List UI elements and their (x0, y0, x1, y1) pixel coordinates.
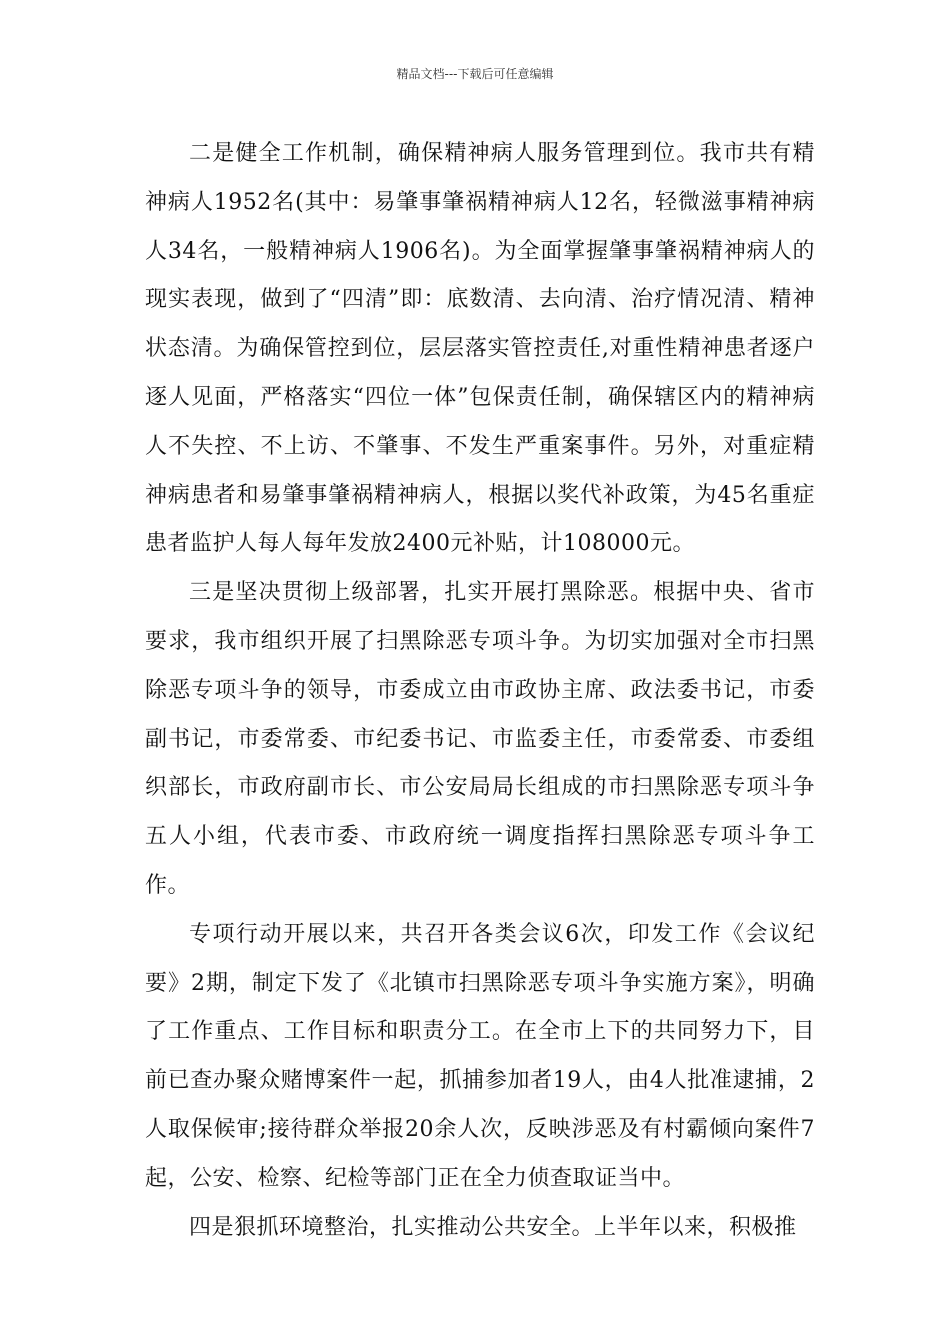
document-body (145, 130, 815, 1252)
paragraph-environment: 四是狠抓环境整治，扎实推动公共安全。上半年以来，积极推 (189, 1214, 797, 1240)
paragraph-anti-crime: 三是坚决贯彻上级部署，扎实开展打黑除恶。根据中央、省市要求，我市组织开展了扫黑除恶专项斗争。为切实加强对全市扫黑除恶专项斗争的领导，市委成立由市政协主席、政法委书记，市委副书记，市委常委、市纪委书记、市监委主任，市委常委、市委组织部长，市政府副市长、市公安局局长组成的市扫黑除恶专项斗争五人小组，代表市委、市政府统一调度指挥扫黑除恶专项斗争工作。 (145, 580, 815, 898)
paragraph-mental-health: 二是健全工作机制，确保精神病人服务管理到位。我市共有精神病人1952名(其中：易肇事肇祸精神病人12名，轻微滋事精神病人34名，一般精神病人1906名)。为全面掌握肇事肇祸精神病人的现实表现，做到了“四清”即：底数清、去向清、治疗情况清、精神状态清。为确保管控到位，层层落实管控责任,对重性精神患者逐户逐人见面，严格落实“四位一体”包保责任制，确保辖区内的精神病人不失控、不上访、不肇事、不发生严重案事件。另外，对重症精神病患者和易肇事肇祸精神病人，根据以奖代补政策，为45名重症患者监护人每人每年发放2400元补贴，计108000元。 (145, 141, 815, 557)
page-header: 精品文档---下载后可任意编辑 (396, 67, 554, 81)
paragraph-special-action: 专项行动开展以来，共召开各类会议6次，印发工作《会议纪要》2期，制定下发了《北镇市扫黑除恶专项斗争实施方案》，明确了工作重点、工作目标和职责分工。在全市上下的共同努力下，目前已查办聚众赌博案件一起，抓捕参加者19人，由4人批准逮捕，2人取保候审;接待群众举报20余人次，反映涉恶及有村霸倾向案件7起，公安、检察、纪检等部门正在全力侦查取证当中。 (145, 921, 815, 1191)
